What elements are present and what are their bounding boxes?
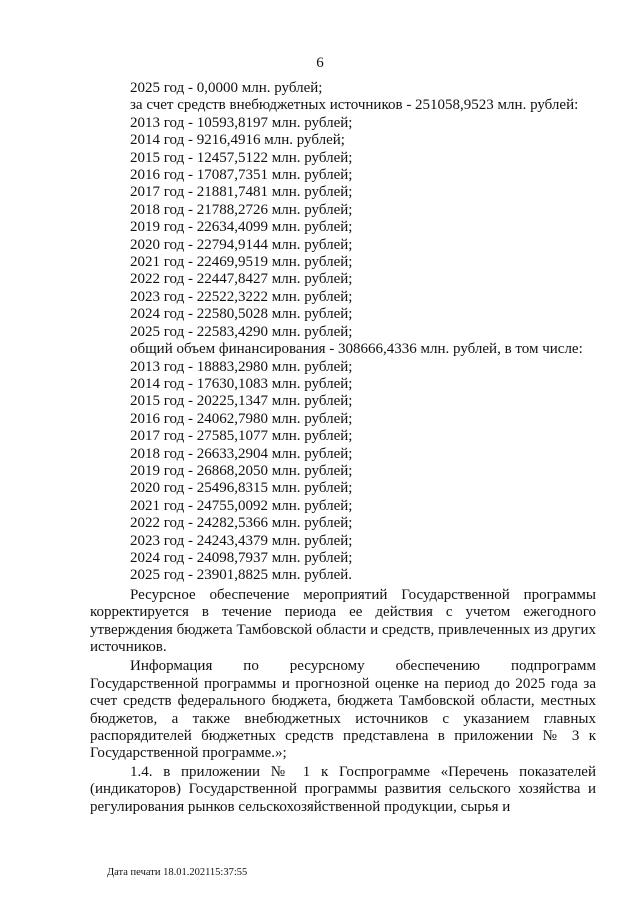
funding-line: 2023 год - 24243,4379 млн. рублей; [130, 532, 353, 549]
print-date-footer: Дата печати 18.01.202115:37:55 [107, 867, 248, 878]
funding-line: 2020 год - 22794,9144 млн. рублей; [130, 236, 353, 253]
funding-line: общий объем финансирования - 308666,4336 млн. рублей, в том числе: [130, 341, 583, 358]
funding-line: 2013 год - 10593,8197 млн. рублей; [130, 114, 353, 131]
funding-line: 2016 год - 17087,7351 млн. рублей; [130, 167, 353, 184]
body-paragraph: Ресурсное обеспечение мероприятий Государственной программы корректируется в течение периода ее действия с учетом ежегодного утверждения бюджета Тамбовской области и средств, привлеченных из других источников. [90, 586, 596, 655]
funding-line: 2020 год - 25496,8315 млн. рублей; [130, 480, 353, 497]
funding-line: 2014 год - 17630,1083 млн. рублей; [130, 375, 353, 392]
funding-line: 2019 год - 26868,2050 млн. рублей; [130, 462, 353, 479]
funding-line: 2023 год - 22522,3222 млн. рублей; [130, 288, 353, 305]
funding-line: 2024 год - 22580,5028 млн. рублей; [130, 306, 353, 323]
funding-line: 2021 год - 22469,9519 млн. рублей; [130, 254, 353, 271]
funding-line: 2025 год - 23901,8825 млн. рублей. [130, 567, 353, 584]
funding-line: 2017 год - 21881,7481 млн. рублей; [130, 184, 353, 201]
funding-line: 2017 год - 27585,1077 млн. рублей; [130, 428, 353, 445]
funding-line: 2014 год - 9216,4916 млн. рублей; [130, 132, 345, 149]
funding-line: 2018 год - 21788,2726 млн. рублей; [130, 201, 353, 218]
funding-line: 2019 год - 22634,4099 млн. рублей; [130, 219, 353, 236]
funding-line: 2015 год - 20225,1347 млн. рублей; [130, 393, 353, 410]
funding-line: 2025 год - 0,0000 млн. рублей; [130, 80, 323, 96]
body-paragraph: Информация по ресурсному обеспечению подпрограмм Государственной программы и прогнозной оценке на период до 2025 года за счет средств федерального бюджета, бюджета Тамбовской области, местных бюджетов, а также внебюджетных источников с указанием главных распорядителей бюджетных средств представлена в приложении № 3 к Государственной программе.»; [90, 658, 596, 762]
funding-line: 2022 год - 24282,5366 млн. рублей; [130, 515, 353, 532]
document-body [90, 80, 596, 816]
funding-line: 2016 год - 24062,7980 млн. рублей; [130, 410, 353, 427]
funding-line: 2021 год - 24755,0092 млн. рублей; [130, 497, 353, 514]
funding-line: 2024 год - 24098,7937 млн. рублей; [130, 549, 353, 566]
page-number: 6 [316, 55, 324, 71]
funding-line: 2018 год - 26633,2904 млн. рублей; [130, 445, 353, 462]
funding-line: 2013 год - 18883,2980 млн. рублей; [130, 358, 353, 375]
funding-line: 2022 год - 22447,8427 млн. рублей; [130, 271, 353, 288]
funding-line: 2015 год - 12457,5122 млн. рублей; [130, 149, 353, 166]
funding-line: за счет средств внебюджетных источников - 251058,9523 млн. рублей: [130, 97, 579, 114]
body-paragraph: 1.4. в приложении № 1 к Госпрограмме «Перечень показателей (индикаторов) Государственной программы развития сельского хозяйства и регулирования рынков сельскохозяйственной продукции, сырья и [90, 763, 596, 815]
funding-line: 2025 год - 22583,4290 млн. рублей; [130, 323, 353, 340]
